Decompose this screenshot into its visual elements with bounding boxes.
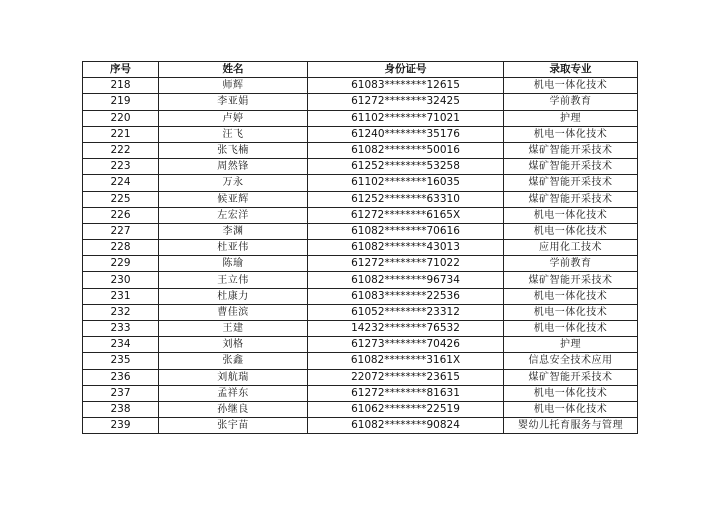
header-major: 录取专业 [504,62,638,78]
table-row [83,353,638,369]
cell-id-number: 22072********23615 [308,369,504,385]
table-row [83,78,638,94]
cell-serial-number: 218 [83,78,159,94]
table-row [83,321,638,337]
cell-major: 护理 [504,337,638,353]
cell-id-number: 61102********71021 [308,110,504,126]
header-name: 姓名 [159,62,308,78]
cell-name: 陈瑜 [159,256,308,272]
cell-major: 学前教育 [504,94,638,110]
table-row [83,110,638,126]
cell-major: 机电一体化技术 [504,288,638,304]
table-row [83,142,638,158]
cell-major: 机电一体化技术 [504,223,638,239]
cell-id-number: 61252********53258 [308,159,504,175]
cell-serial-number: 239 [83,418,159,434]
cell-serial-number: 228 [83,240,159,256]
cell-major: 煤矿智能开采技术 [504,159,638,175]
cell-serial-number: 220 [83,110,159,126]
cell-name: 候亚辉 [159,191,308,207]
table-body [83,78,638,434]
cell-name: 周然锋 [159,159,308,175]
cell-major: 煤矿智能开采技术 [504,369,638,385]
cell-name: 左宏洋 [159,207,308,223]
cell-major: 机电一体化技术 [504,385,638,401]
cell-id-number: 61052********23312 [308,304,504,320]
cell-id-number: 61082********90824 [308,418,504,434]
cell-name: 张鑫 [159,353,308,369]
cell-major: 应用化工技术 [504,240,638,256]
cell-serial-number: 227 [83,223,159,239]
table-row [83,337,638,353]
cell-serial-number: 219 [83,94,159,110]
cell-serial-number: 233 [83,321,159,337]
table-row [83,159,638,175]
cell-serial-number: 232 [83,304,159,320]
cell-major: 煤矿智能开采技术 [504,142,638,158]
cell-serial-number: 225 [83,191,159,207]
cell-id-number: 61082********50016 [308,142,504,158]
cell-serial-number: 223 [83,159,159,175]
cell-name: 李渊 [159,223,308,239]
cell-serial-number: 236 [83,369,159,385]
cell-name: 刘格 [159,337,308,353]
table-row [83,191,638,207]
cell-major: 机电一体化技术 [504,401,638,417]
cell-major: 婴幼儿托育服务与管理 [504,418,638,434]
cell-serial-number: 224 [83,175,159,191]
cell-id-number: 61082********96734 [308,272,504,288]
cell-name: 杜亚伟 [159,240,308,256]
cell-id-number: 61273********70426 [308,337,504,353]
cell-name: 卢婷 [159,110,308,126]
cell-serial-number: 230 [83,272,159,288]
cell-id-number: 61083********22536 [308,288,504,304]
cell-name: 曹佳滨 [159,304,308,320]
table-row [83,369,638,385]
cell-id-number: 61102********16035 [308,175,504,191]
cell-major: 机电一体化技术 [504,207,638,223]
cell-id-number: 61272********6165X [308,207,504,223]
cell-name: 张宇苗 [159,418,308,434]
table-row [83,272,638,288]
table-row [83,223,638,239]
cell-name: 杜康力 [159,288,308,304]
admission-list [82,61,637,434]
cell-serial-number: 229 [83,256,159,272]
cell-major: 机电一体化技术 [504,78,638,94]
cell-serial-number: 235 [83,353,159,369]
cell-major: 机电一体化技术 [504,126,638,142]
cell-name: 李亚娟 [159,94,308,110]
cell-id-number: 61083********12615 [308,78,504,94]
cell-major: 煤矿智能开采技术 [504,191,638,207]
cell-major: 机电一体化技术 [504,321,638,337]
cell-name: 王立伟 [159,272,308,288]
table-row [83,94,638,110]
cell-name: 刘航瑞 [159,369,308,385]
cell-major: 信息安全技术应用 [504,353,638,369]
cell-name: 汪飞 [159,126,308,142]
header-id-number: 身份证号 [308,62,504,78]
cell-major: 煤矿智能开采技术 [504,175,638,191]
table-row [83,126,638,142]
cell-name: 孟祥东 [159,385,308,401]
table-row [83,401,638,417]
cell-name: 师辉 [159,78,308,94]
cell-serial-number: 222 [83,142,159,158]
cell-id-number: 14232********76532 [308,321,504,337]
cell-name: 张飞楠 [159,142,308,158]
cell-serial-number: 234 [83,337,159,353]
cell-serial-number: 221 [83,126,159,142]
cell-id-number: 61272********71022 [308,256,504,272]
table-row [83,207,638,223]
table-row [83,175,638,191]
table-row [83,288,638,304]
cell-major: 护理 [504,110,638,126]
header-serial-number: 序号 [83,62,159,78]
table-row [83,385,638,401]
table-row [83,418,638,434]
cell-major: 机电一体化技术 [504,304,638,320]
cell-name: 王建 [159,321,308,337]
cell-id-number: 61062********22519 [308,401,504,417]
cell-name: 孙继良 [159,401,308,417]
cell-name: 万永 [159,175,308,191]
table-header-row [83,62,638,78]
cell-serial-number: 237 [83,385,159,401]
cell-serial-number: 238 [83,401,159,417]
cell-major: 煤矿智能开采技术 [504,272,638,288]
admission-table [82,61,638,434]
cell-serial-number: 231 [83,288,159,304]
cell-id-number: 61082********3161X [308,353,504,369]
cell-id-number: 61272********81631 [308,385,504,401]
cell-id-number: 61082********43013 [308,240,504,256]
cell-id-number: 61240********35176 [308,126,504,142]
cell-id-number: 61082********70616 [308,223,504,239]
cell-major: 学前教育 [504,256,638,272]
cell-id-number: 61252********63310 [308,191,504,207]
table-row [83,304,638,320]
cell-serial-number: 226 [83,207,159,223]
table-row [83,240,638,256]
table-row [83,256,638,272]
cell-id-number: 61272********32425 [308,94,504,110]
